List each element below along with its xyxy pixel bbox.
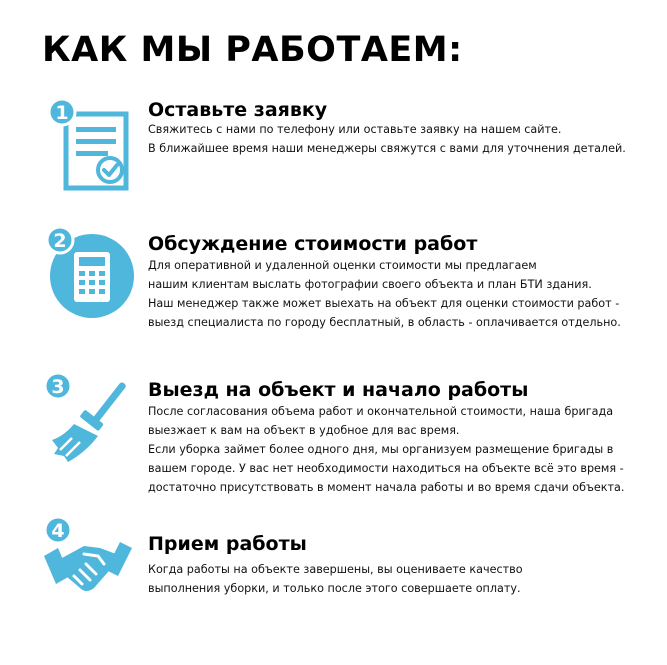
step-number: 2 xyxy=(53,230,67,252)
step-heading: Обсуждение стоимости работ xyxy=(148,233,478,255)
step-heading: Прием работы xyxy=(148,533,307,555)
step-number: 1 xyxy=(55,102,69,124)
step-description-line: выезд специалиста по городу бесплатный, в область - оплачивается отдельно. xyxy=(148,316,621,329)
step-description-line: нашим клиентам выслать фотографии своего объекта и план БТИ здания. xyxy=(148,278,592,291)
step-description-line: После согласования объема работ и окончательной стоимости, наша бригада xyxy=(148,405,614,418)
handshake-icon xyxy=(40,514,136,610)
step-description-line: Если уборка займет более одного дня, мы организуем размещение бригады в xyxy=(148,443,614,456)
step-description-line: Свяжитесь с нами по телефону или оставьте заявку на нашем сайте. xyxy=(148,123,562,136)
step-number: 3 xyxy=(51,376,65,398)
step-description-line: Для оперативной и удаленной оценки стоимости мы предлагаем xyxy=(148,259,537,272)
step-description-line: выезжает к вам на объект в удобное для вас время. xyxy=(148,424,460,437)
application-form-icon xyxy=(40,98,136,194)
broom-icon xyxy=(40,372,136,468)
step-description-line: Наш менеджер также может выехать на объект для оценки стоимости работ - xyxy=(148,297,620,310)
step-heading: Выезд на объект и начало работы xyxy=(148,379,529,401)
step-heading: Оставьте заявку xyxy=(148,99,328,121)
page-title: КАК МЫ РАБОТАЕМ: xyxy=(42,30,463,70)
step-description-line: Когда работы на объекте завершены, вы оцениваете качество xyxy=(148,563,523,576)
step-description-line: выполнения уборки, и только после этого совершаете оплату. xyxy=(148,582,521,595)
step-description-line: вашем городе. У вас нет необходимости находиться на объекте всё это время - xyxy=(148,462,624,475)
step-description-line: достаточно присутствовать в момент начала работы и во время сдачи объекта. xyxy=(148,481,625,494)
calculator-icon xyxy=(40,226,136,322)
step-description-line: В ближайшее время наши менеджеры свяжутся с вами для уточнения деталей. xyxy=(148,142,626,155)
step-number: 4 xyxy=(51,520,65,542)
